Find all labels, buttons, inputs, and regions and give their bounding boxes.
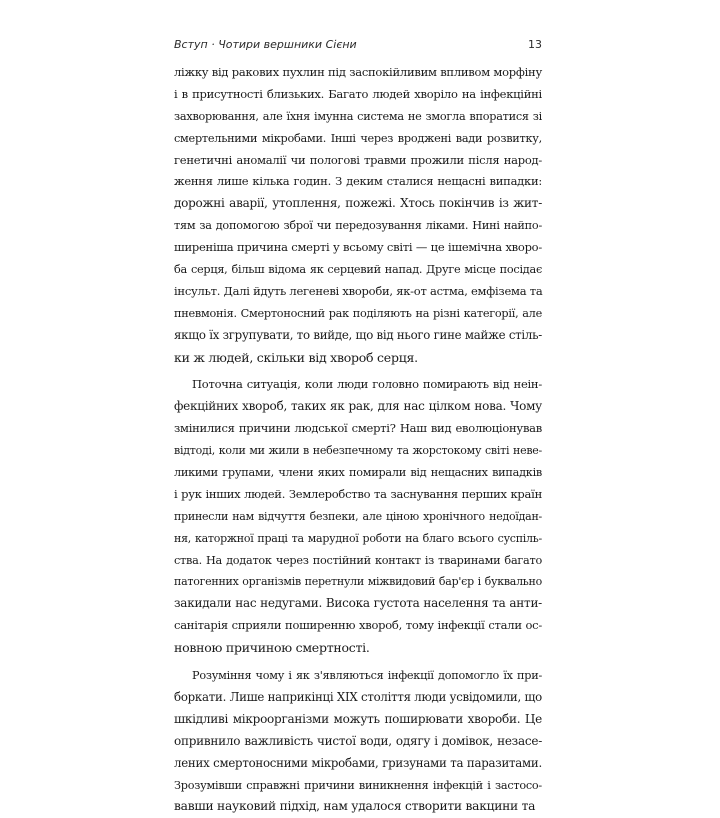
text-line: смертельними мікробами. Інші через вроджені вади розвитку, [174,131,542,145]
text-line: відтоді, коли ми жили в небезпечному та жорстокому світі неве- [174,444,542,458]
chapter-title: Вступ · Чотири вершники Сієни [174,38,357,51]
paragraph [174,374,542,659]
text-line: ба серця, більш відома як серцевий напад. Друге місце посідає [174,263,542,277]
running-head [174,38,542,54]
text-line: пневмонія. Смертоносний рак поділяють на різні категорії, але [174,306,542,320]
body-text [174,62,542,818]
text-line: лених смертоносними мікробами, гризунами та паразитами. [174,755,542,770]
text-line: принесли нам відчуття безпеки, але ціною хронічного недоїдан- [174,509,542,523]
text-line: вавши науковий підхід, нам удалося створити вакцини та [174,799,536,814]
text-line: інсульт. Далі йдуть легеневі хвороби, як-от астма, емфізема та [174,283,543,298]
text-line: ліжку від ракових пухлин під заспокійливим впливом морфіну [174,65,542,79]
text-line: опривнило важливість чистої води, одягу і домівок, незасе- [174,733,542,748]
text-line: і в присутності близьких. Багато людей хворіло на інфекційні [174,86,542,101]
text-line: Розуміння чому і як з'являються інфекції допомогло їх при- [192,669,542,683]
text-line: Поточна ситуація, коли люди головно помирають від неін- [192,377,542,392]
text-line: генетичні аномалії чи пологові травми прожили після народ- [174,152,542,167]
text-line: захворювання, але їхня імунна система не змогла впоратися зі [174,109,542,123]
text-line: ження лише кілька годин. З деким сталися нещасні випадки: [174,174,542,189]
text-line: ства. На додаток через постійний контакт із тваринами багато [174,553,542,567]
paragraph [174,665,542,818]
text-line: ликими групами, члени яких помирали від нещасних випадків [174,466,542,480]
text-line: ки ж людей, скільки від хвороб серця. [174,349,418,365]
text-line: Зрозумівши справжні причини виникнення інфекцій і застосо- [174,778,542,792]
text-line: ня, каторжної праці та марудної роботи на благо всього суспіль- [174,531,542,545]
text-line: дорожні аварії, утоплення, пожежі. Хтось покінчив із жит- [174,196,542,211]
text-line: і рук інших людей. Землеробство та заснування перших країн [174,486,542,501]
text-line: фекційних хвороб, таких як рак, для нас цілком нова. Чому [174,399,542,414]
text-line: санітарія сприяли поширенню хвороб, тому інфекції стали ос- [174,618,542,633]
text-line: закидали нас недугами. Висока густота населення та анти- [174,596,542,611]
text-line: шкідливі мікроорганізми можуть поширювати хвороби. Це [174,711,542,726]
paragraph [174,62,542,368]
text-line: патогенних організмів перетнули міжвидовий бар'єр і буквально [174,575,542,589]
text-line: боркати. Лише наприкінці XIX століття люди усвідомили, що [174,689,542,704]
text-line: ширеніша причина смерті у всьому світі — це ішемічна хворо- [174,240,542,255]
text-line: змінилися причини людської смерті? Наш вид еволюціонував [174,421,542,436]
text-line: тям за допомогою зброї чи передозування ліками. Нині найпо- [174,219,542,233]
text-line: якщо їх згрупувати, то вийде, що від нього гине майже стіль- [174,327,543,342]
text-line: новною причиною смертності. [174,640,370,656]
page-number: 13 [528,38,542,51]
